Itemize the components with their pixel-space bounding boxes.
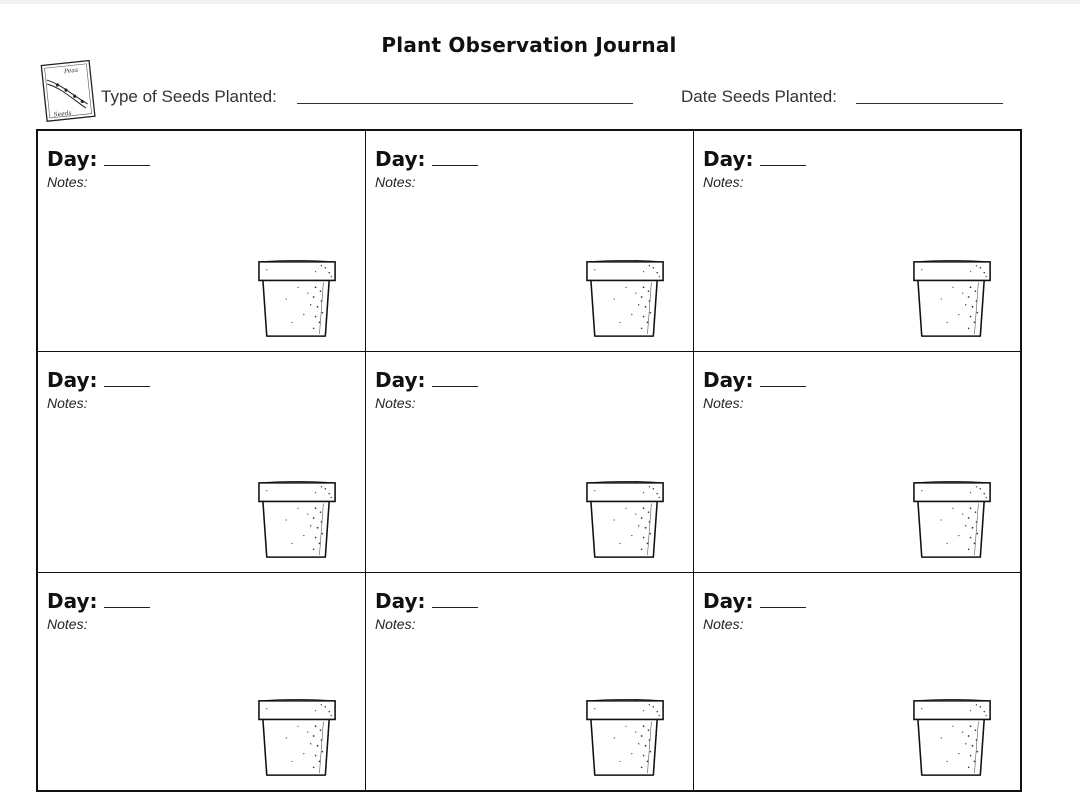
day-blank[interactable] xyxy=(104,165,150,166)
observation-cell xyxy=(366,352,694,573)
day-label: Day: xyxy=(47,589,98,613)
flower-pot-icon xyxy=(585,257,667,341)
flower-pot-icon xyxy=(257,257,339,341)
flower-pot-icon xyxy=(912,696,994,780)
packet-label-top: Peas xyxy=(63,66,79,76)
notes-label: Notes: xyxy=(47,616,88,632)
day-blank[interactable] xyxy=(432,386,478,387)
observation-cell xyxy=(366,573,694,790)
notes-label: Notes: xyxy=(703,174,744,190)
seed-packet-icon xyxy=(36,58,98,122)
date-planted-blank[interactable] xyxy=(856,103,1003,104)
observation-cell xyxy=(694,352,1020,573)
day-label: Day: xyxy=(375,589,426,613)
day-label: Day: xyxy=(47,147,98,171)
page-title: Plant Observation Journal xyxy=(381,33,677,57)
packet-label-bottom: Seeds xyxy=(53,109,72,119)
notes-label: Notes: xyxy=(703,616,744,632)
top-edge-strip xyxy=(0,0,1080,4)
day-label: Day: xyxy=(703,147,754,171)
observation-cell xyxy=(38,131,366,352)
flower-pot-icon xyxy=(585,478,667,562)
day-blank[interactable] xyxy=(760,607,806,608)
flower-pot-icon xyxy=(257,478,339,562)
observation-cell xyxy=(694,131,1020,352)
seed-type-blank[interactable] xyxy=(297,103,633,104)
day-label: Day: xyxy=(375,368,426,392)
observation-cell xyxy=(38,352,366,573)
day-blank[interactable] xyxy=(104,607,150,608)
day-label: Day: xyxy=(703,589,754,613)
day-label: Day: xyxy=(47,368,98,392)
observation-grid xyxy=(36,129,1022,792)
notes-label: Notes: xyxy=(375,174,416,190)
flower-pot-icon xyxy=(257,696,339,780)
flower-pot-icon xyxy=(912,257,994,341)
notes-label: Notes: xyxy=(375,395,416,411)
day-blank[interactable] xyxy=(760,386,806,387)
seed-type-label: Type of Seeds Planted: xyxy=(101,87,277,106)
notes-label: Notes: xyxy=(47,395,88,411)
notes-label: Notes: xyxy=(375,616,416,632)
date-planted-label: Date Seeds Planted: xyxy=(681,87,837,106)
notes-label: Notes: xyxy=(703,395,744,411)
notes-label: Notes: xyxy=(47,174,88,190)
day-blank[interactable] xyxy=(104,386,150,387)
day-label: Day: xyxy=(375,147,426,171)
flower-pot-icon xyxy=(912,478,994,562)
day-label: Day: xyxy=(703,368,754,392)
observation-cell xyxy=(366,131,694,352)
observation-cell xyxy=(694,573,1020,790)
day-blank[interactable] xyxy=(760,165,806,166)
flower-pot-icon xyxy=(585,696,667,780)
day-blank[interactable] xyxy=(432,165,478,166)
day-blank[interactable] xyxy=(432,607,478,608)
observation-cell xyxy=(38,573,366,790)
